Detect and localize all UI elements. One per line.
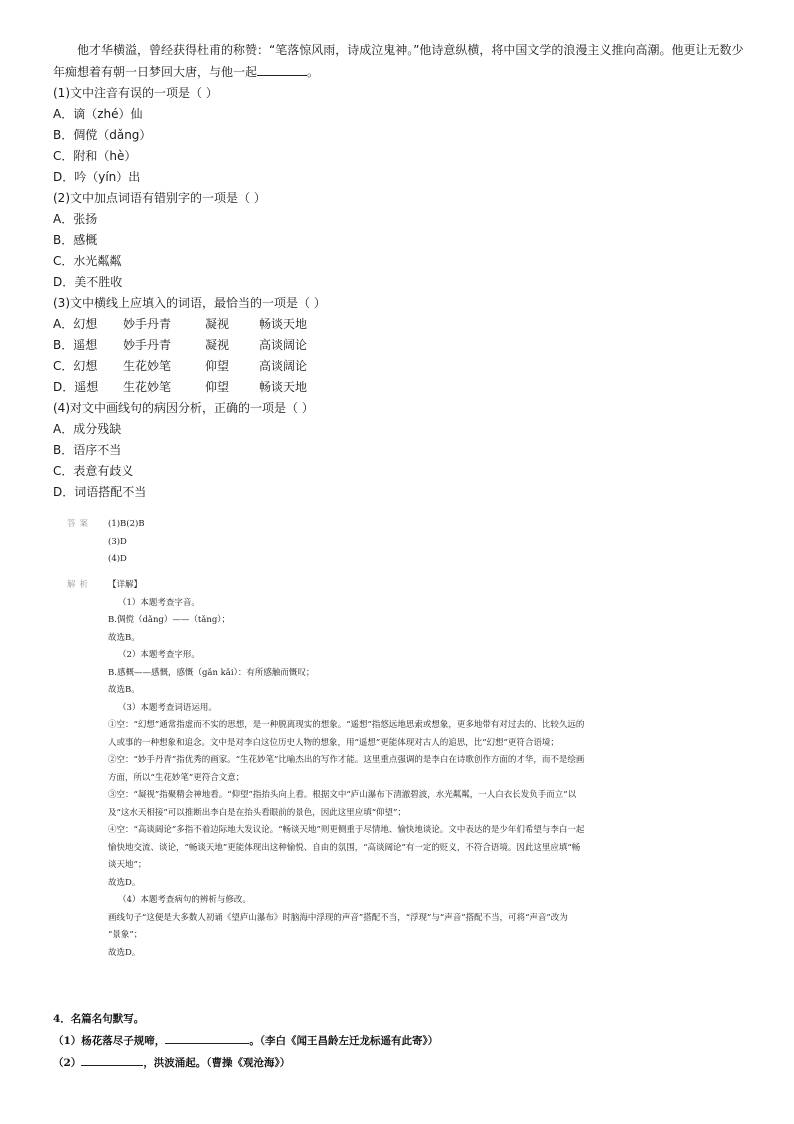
analysis-line: ①空：“幻想”通常指虚而不实的思想，是一种脱离现实的想象。“遥想”指悠远地思索或想象，更多地带有对过去的、比较久远的 [108, 720, 585, 730]
question-block [53, 40, 753, 503]
option-word: 仰望 [205, 380, 230, 394]
question-stem: (1)文中注音有误的一项是（ ） [53, 86, 218, 100]
option-word: 高谈阔论 [259, 338, 308, 352]
option-word: 仰望 [205, 359, 230, 373]
option-row [53, 314, 753, 335]
item-prefix: （1）杨花落尽子规啼， [53, 1035, 166, 1047]
option: C．水光粼粼 [53, 254, 122, 268]
option: A．张扬 [53, 212, 98, 226]
option-word: 畅谈天地 [259, 380, 308, 394]
answer-blank [165, 1031, 249, 1044]
section-title: 4．名篇名句默写。 [53, 1013, 145, 1025]
question-stem: (2)文中加点词语有错别字的一项是（ ） [53, 191, 266, 205]
option-word: 高谈阔论 [259, 359, 308, 373]
analysis-line: 故选B。 [108, 685, 140, 695]
option: C．表意有歧义 [53, 464, 134, 478]
analysis-line: 愉快地交流、谈论，“畅谈天地”更能体现出这种愉悦、自由的氛围，“高谈阔论”有一定的贬义，不符合语境。因此这里应填“畅 [108, 842, 581, 853]
analysis-line: 画线句子“这便是大多数人初诵《望庐山瀑布》时脑海中浮现的声音”搭配不当，“浮现”与“声音”搭配不当，可将“声音”改为 [108, 912, 568, 923]
item-suffix: 。（李白《闻王昌龄左迁龙标遥有此寄》） [249, 1035, 439, 1047]
option: A．成分残缺 [53, 422, 122, 436]
option-word: D．遥想 [53, 380, 99, 394]
analysis-block [67, 577, 747, 962]
analysis-line: 人或事的一种想象和追念。文中是对李白这位历史人物的想象，用“遥想”更能体现对古人的追思，比“幻想”更符合语境； [108, 737, 559, 748]
analysis-line: B.倜傥（dǎng）——（tǎng）； [108, 615, 231, 625]
analysis-label: 解析 [67, 580, 93, 590]
section-4 [53, 1008, 753, 1074]
passage-end: 。 [307, 65, 320, 79]
passage-text: 他才华横溢，曾经获得杜甫的称赞：“笔落惊风雨，诗成泣鬼神。”他诗意纵横，将中国文学的浪漫主义推向高潮。他更让无数少年痴想着有朝一日梦回大唐，与他一起 [53, 43, 744, 79]
option-word: 生花妙笔 [123, 380, 172, 394]
analysis-line: ④空：“高谈阔论”多指不着边际地大发议论。“畅谈天地”则更侧重于尽情地、愉快地谈论。文中表达的是少年们希望与李白一起 [108, 825, 585, 835]
option-word: 凝视 [205, 317, 230, 331]
analysis-line: 方面，所以“生花妙笔”更符合文意； [108, 772, 245, 783]
answer-blank [81, 1053, 143, 1066]
option: C．附和（hè） [53, 149, 137, 163]
option: B．倜傥（dǎng） [53, 128, 152, 142]
analysis-line: 【详解】 [108, 580, 143, 590]
option-row [53, 356, 753, 377]
option-word: 妙手丹青 [123, 338, 172, 352]
analysis-line: 故选D。 [108, 877, 141, 888]
option-word: 畅谈天地 [259, 317, 308, 331]
option: D．词语搭配不当 [53, 485, 147, 499]
option-word: B．遥想 [53, 338, 98, 352]
item-suffix: ，洪波涌起。（曹操《观沧海》） [143, 1057, 291, 1069]
analysis-line: 故选D。 [108, 947, 141, 958]
fill-item-1 [53, 1030, 753, 1052]
analysis-line: ③空：“凝视”指聚精会神地看。“仰望”指抬头向上看。根据文中“庐山瀑布下清澈碧波，水光粼粼，一人白衣长发负手而立”以 [108, 790, 577, 800]
option: A．谪（zhé）仙 [53, 107, 143, 121]
question-stem: (4)对文中画线句的病因分析，正确的一项是（ ） [53, 401, 314, 415]
analysis-line: B.感概——感慨，感慨（gǎn kǎi）：有所感触而慨叹； [108, 667, 315, 678]
analysis-line: 故选B。 [108, 632, 140, 643]
fill-blank [257, 61, 307, 76]
option-word: 凝视 [205, 338, 230, 352]
analysis-line: （2）本题考查字形。 [118, 650, 200, 660]
question-stem: (3)文中横线上应填入的词语，最恰当的一项是（ ） [53, 296, 326, 310]
analysis-line: ②空：“妙手丹青”指优秀的画家。“生花妙笔”比喻杰出的写作才能。这里重点强调的是李白在诗歌创作方面的才华，而不是绘画 [108, 755, 585, 765]
option: D．吟（yín）出 [53, 170, 141, 184]
answer-block [67, 516, 747, 569]
fill-item-2 [53, 1052, 753, 1074]
analysis-line: “景象”； [108, 930, 143, 940]
option: D．美不胜收 [53, 275, 123, 289]
option-row [53, 335, 753, 356]
analysis-line: 及“这水天相接”可以推断出李白是在抬头看眼前的景色，因此这里应填“仰望”； [108, 807, 406, 818]
answer-line: (4)D [108, 554, 127, 564]
option-word: 生花妙笔 [123, 359, 172, 373]
item-prefix: （2） [53, 1057, 82, 1069]
passage-paragraph [53, 40, 753, 83]
option: B．感概 [53, 233, 98, 247]
analysis-line: （1）本题考查字音。 [118, 597, 200, 608]
option-word: C．幻想 [53, 359, 98, 373]
option-word: A．幻想 [53, 317, 98, 331]
answer-line: (1)B(2)B [108, 519, 145, 529]
option-word: 妙手丹青 [123, 317, 172, 331]
analysis-line: 谈天地”； [108, 860, 147, 870]
analysis-line: （4）本题考查病句的辨析与修改。 [118, 895, 251, 905]
analysis-line: （3）本题考查词语运用。 [118, 702, 217, 713]
option: B．语序不当 [53, 443, 122, 457]
answer-label: 答案 [67, 519, 93, 529]
answer-line: (3)D [108, 536, 127, 547]
option-row [53, 377, 753, 398]
